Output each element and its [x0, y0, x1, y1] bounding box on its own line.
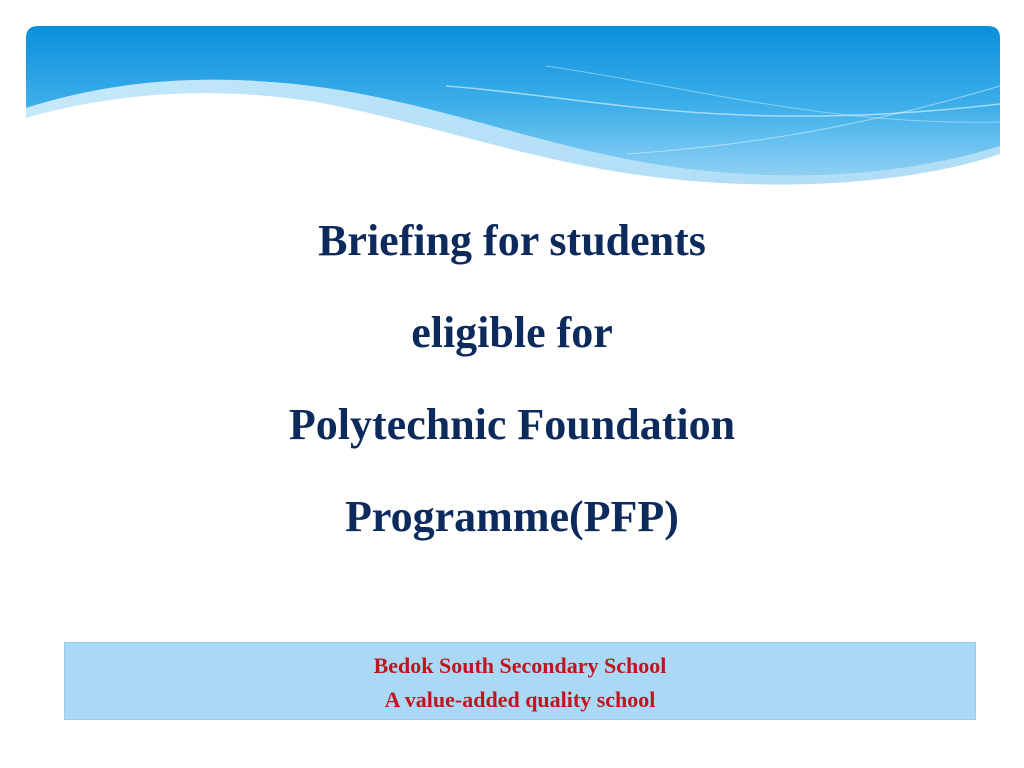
title-line-4: Programme(PFP)	[345, 492, 679, 541]
title-line-2: eligible for	[411, 308, 613, 357]
title-line-3: Polytechnic Foundation	[288, 400, 736, 449]
slide-title	[0, 205, 1024, 573]
school-name: Bedok South Secondary School	[373, 653, 667, 678]
school-footer-band	[64, 642, 976, 720]
school-tagline: A value-added quality school	[384, 687, 656, 712]
title-line-1: Briefing for students	[318, 216, 706, 265]
header-wave-banner	[26, 26, 1000, 186]
